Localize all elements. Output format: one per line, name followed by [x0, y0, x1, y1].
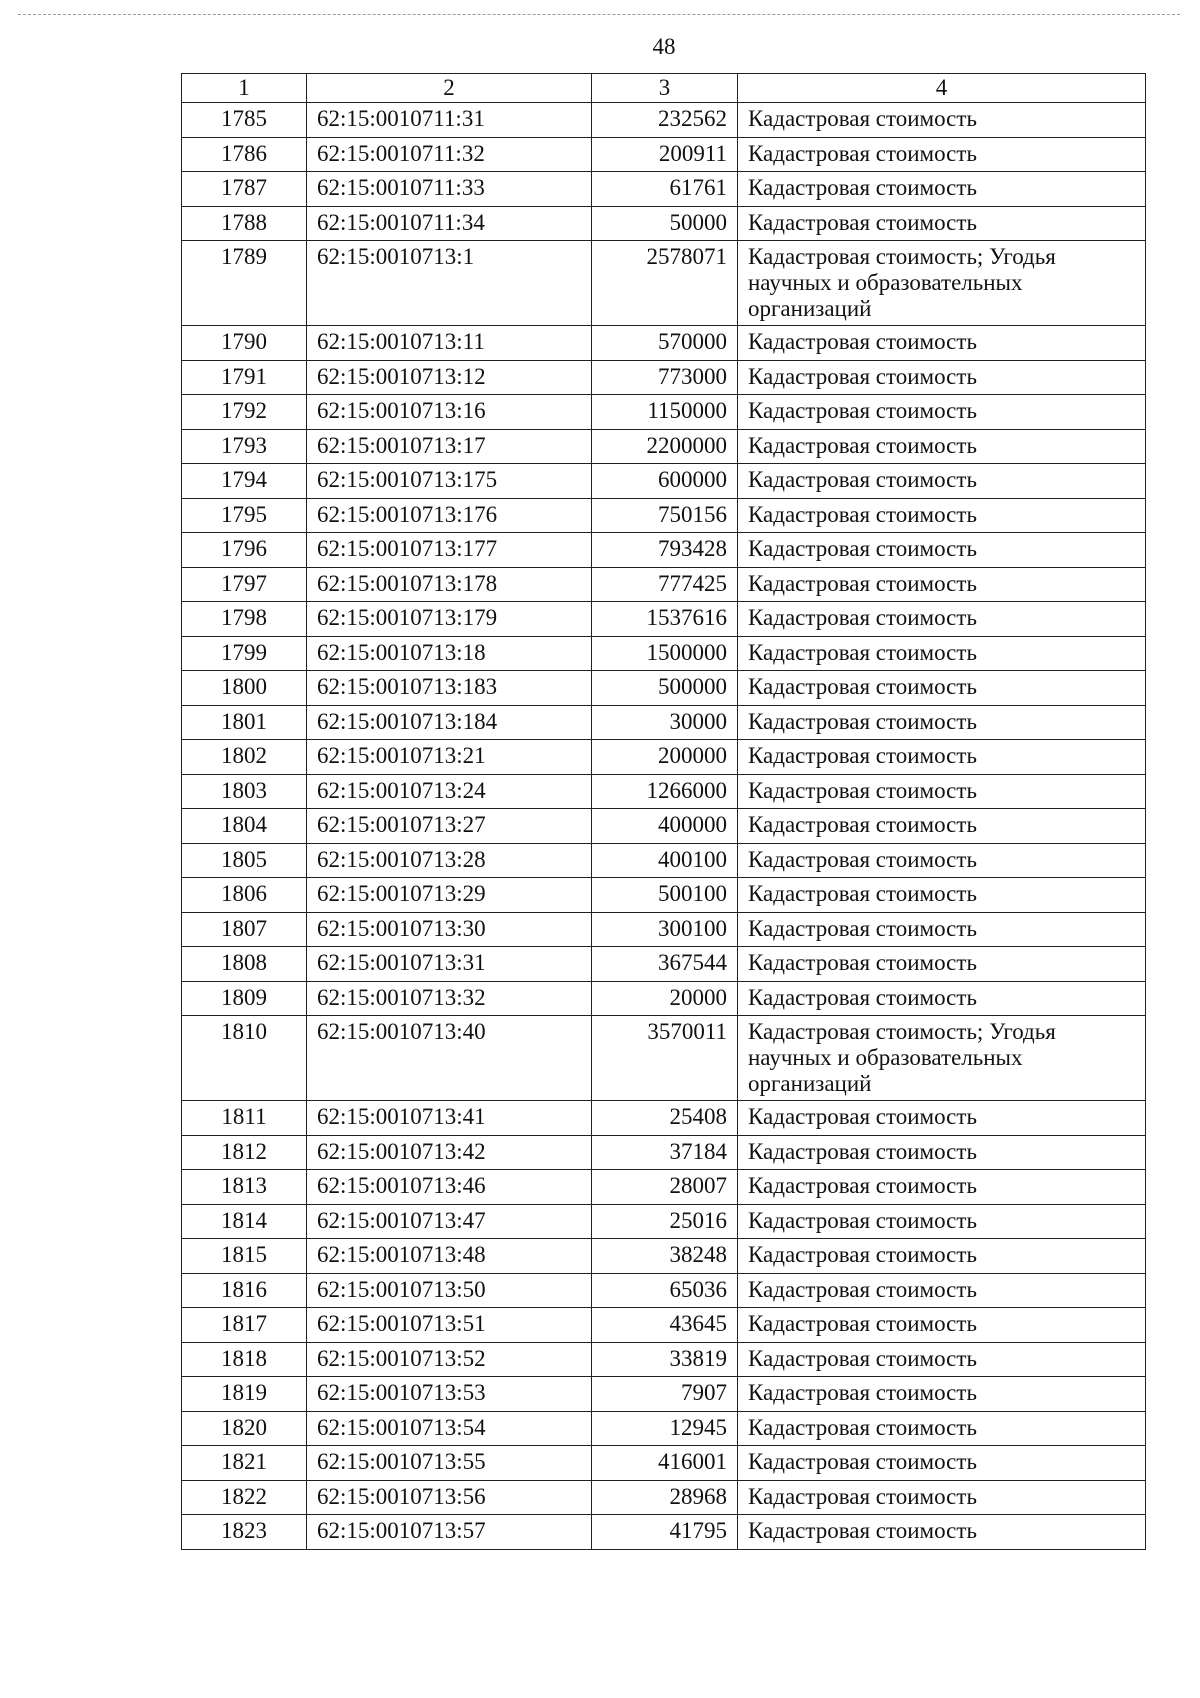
- value-cell: 43645: [592, 1308, 738, 1343]
- value-cell: 28968: [592, 1480, 738, 1515]
- row-number-cell: 1798: [182, 602, 307, 637]
- row-number-cell: 1793: [182, 429, 307, 464]
- cadastral-number-cell: 62:15:0010713:16: [307, 395, 592, 430]
- value-cell: 570000: [592, 326, 738, 361]
- cadastral-number-cell: 62:15:0010713:56: [307, 1480, 592, 1515]
- note-cell: Кадастровая стоимость: [738, 464, 1146, 499]
- cadastral-number-cell: 62:15:0010713:179: [307, 602, 592, 637]
- note-cell: Кадастровая стоимость: [738, 740, 1146, 775]
- table-row: [182, 1480, 1146, 1515]
- row-number-cell: 1812: [182, 1135, 307, 1170]
- note-cell: Кадастровая стоимость: [738, 1515, 1146, 1550]
- note-cell: Кадастровая стоимость: [738, 137, 1146, 172]
- row-number-cell: 1795: [182, 498, 307, 533]
- note-cell: Кадастровая стоимость: [738, 671, 1146, 706]
- table-row: [182, 774, 1146, 809]
- cadastral-number-cell: 62:15:0010713:175: [307, 464, 592, 499]
- note-cell: Кадастровая стоимость: [738, 567, 1146, 602]
- table-row: [182, 636, 1146, 671]
- note-cell: Кадастровая стоимость: [738, 843, 1146, 878]
- cadastral-number-cell: 62:15:0010713:11: [307, 326, 592, 361]
- row-number-cell: 1817: [182, 1308, 307, 1343]
- table-row: [182, 429, 1146, 464]
- value-cell: 200000: [592, 740, 738, 775]
- table-row: [182, 137, 1146, 172]
- table-row: [182, 326, 1146, 361]
- note-cell: Кадастровая стоимость: [738, 533, 1146, 568]
- note-cell: Кадастровая стоимость: [738, 636, 1146, 671]
- note-cell: Кадастровая стоимость: [738, 947, 1146, 982]
- column-header: 3: [592, 74, 738, 103]
- value-cell: 33819: [592, 1342, 738, 1377]
- note-cell: Кадастровая стоимость: [738, 878, 1146, 913]
- value-cell: 41795: [592, 1515, 738, 1550]
- note-cell: Кадастровая стоимость: [738, 1204, 1146, 1239]
- table-row: [182, 1101, 1146, 1136]
- cadastral-number-cell: 62:15:0010711:33: [307, 172, 592, 207]
- row-number-cell: 1807: [182, 912, 307, 947]
- table-row: [182, 878, 1146, 913]
- value-cell: 30000: [592, 705, 738, 740]
- row-number-cell: 1787: [182, 172, 307, 207]
- row-number-cell: 1805: [182, 843, 307, 878]
- note-cell: Кадастровая стоимость: [738, 498, 1146, 533]
- cadastral-number-cell: 62:15:0010713:40: [307, 1016, 592, 1101]
- cadastral-number-cell: 62:15:0010713:184: [307, 705, 592, 740]
- cadastral-number-cell: 62:15:0010713:50: [307, 1273, 592, 1308]
- note-cell: Кадастровая стоимость: [738, 1239, 1146, 1274]
- note-cell: Кадастровая стоимость; Угодья научных и образовательных организаций: [738, 1016, 1146, 1101]
- table-row: [182, 1411, 1146, 1446]
- row-number-cell: 1799: [182, 636, 307, 671]
- value-cell: 773000: [592, 360, 738, 395]
- table-row: [182, 1016, 1146, 1101]
- note-cell: Кадастровая стоимость: [738, 1342, 1146, 1377]
- value-cell: 1500000: [592, 636, 738, 671]
- table-row: [182, 1377, 1146, 1412]
- note-cell: Кадастровая стоимость: [738, 705, 1146, 740]
- table-row: [182, 1170, 1146, 1205]
- table-row: [182, 1204, 1146, 1239]
- note-cell: Кадастровая стоимость: [738, 206, 1146, 241]
- row-number-cell: 1820: [182, 1411, 307, 1446]
- row-number-cell: 1806: [182, 878, 307, 913]
- value-cell: 750156: [592, 498, 738, 533]
- table-row: [182, 103, 1146, 138]
- value-cell: 28007: [592, 1170, 738, 1205]
- cadastral-number-cell: 62:15:0010713:176: [307, 498, 592, 533]
- value-cell: 600000: [592, 464, 738, 499]
- row-number-cell: 1822: [182, 1480, 307, 1515]
- cadastral-number-cell: 62:15:0010713:178: [307, 567, 592, 602]
- page-number: 48: [652, 34, 676, 59]
- table-row: [182, 947, 1146, 982]
- value-cell: 500100: [592, 878, 738, 913]
- value-cell: 2578071: [592, 241, 738, 326]
- cadastral-number-cell: 62:15:0010711:32: [307, 137, 592, 172]
- row-number-cell: 1809: [182, 981, 307, 1016]
- row-number-cell: 1810: [182, 1016, 307, 1101]
- row-number-cell: 1823: [182, 1515, 307, 1550]
- value-cell: 793428: [592, 533, 738, 568]
- table-header-row: [182, 74, 1146, 103]
- value-cell: 777425: [592, 567, 738, 602]
- cadastral-number-cell: 62:15:0010713:31: [307, 947, 592, 982]
- cadastral-number-cell: 62:15:0010713:18: [307, 636, 592, 671]
- table-row: [182, 671, 1146, 706]
- note-cell: Кадастровая стоимость: [738, 429, 1146, 464]
- cadastral-number-cell: 62:15:0010713:46: [307, 1170, 592, 1205]
- note-cell: Кадастровая стоимость: [738, 326, 1146, 361]
- note-cell: Кадастровая стоимость: [738, 774, 1146, 809]
- table-row: [182, 395, 1146, 430]
- value-cell: 25408: [592, 1101, 738, 1136]
- note-cell: Кадастровая стоимость: [738, 1308, 1146, 1343]
- table-row: [182, 360, 1146, 395]
- cadastral-number-cell: 62:15:0010713:54: [307, 1411, 592, 1446]
- value-cell: 37184: [592, 1135, 738, 1170]
- cadastral-number-cell: 62:15:0010713:52: [307, 1342, 592, 1377]
- scan-edge-line: [18, 14, 1180, 15]
- note-cell: Кадастровая стоимость: [738, 103, 1146, 138]
- value-cell: 3570011: [592, 1016, 738, 1101]
- cadastral-number-cell: 62:15:0010713:183: [307, 671, 592, 706]
- table-row: [182, 1515, 1146, 1550]
- row-number-cell: 1789: [182, 241, 307, 326]
- note-cell: Кадастровая стоимость: [738, 395, 1146, 430]
- table-row: [182, 1135, 1146, 1170]
- value-cell: 1266000: [592, 774, 738, 809]
- cadastral-number-cell: 62:15:0010713:24: [307, 774, 592, 809]
- table-row: [182, 1273, 1146, 1308]
- row-number-cell: 1790: [182, 326, 307, 361]
- row-number-cell: 1786: [182, 137, 307, 172]
- row-number-cell: 1815: [182, 1239, 307, 1274]
- row-number-cell: 1802: [182, 740, 307, 775]
- note-cell: Кадастровая стоимость: [738, 1273, 1146, 1308]
- row-number-cell: 1803: [182, 774, 307, 809]
- table-row: [182, 809, 1146, 844]
- table-row: [182, 533, 1146, 568]
- cadastral-number-cell: 62:15:0010713:1: [307, 241, 592, 326]
- note-cell: Кадастровая стоимость: [738, 1480, 1146, 1515]
- value-cell: 50000: [592, 206, 738, 241]
- column-header: 1: [182, 74, 307, 103]
- cadastral-number-cell: 62:15:0010711:34: [307, 206, 592, 241]
- table-row: [182, 498, 1146, 533]
- table-body: [182, 103, 1146, 1550]
- table-row: [182, 464, 1146, 499]
- table-row: [182, 705, 1146, 740]
- cadastral-number-cell: 62:15:0010713:27: [307, 809, 592, 844]
- cadastral-number-cell: 62:15:0010713:42: [307, 1135, 592, 1170]
- value-cell: 400100: [592, 843, 738, 878]
- value-cell: 232562: [592, 103, 738, 138]
- note-cell: Кадастровая стоимость; Угодья научных и образовательных организаций: [738, 241, 1146, 326]
- value-cell: 200911: [592, 137, 738, 172]
- note-cell: Кадастровая стоимость: [738, 1411, 1146, 1446]
- cadastral-number-cell: 62:15:0010713:17: [307, 429, 592, 464]
- cadastral-number-cell: 62:15:0010711:31: [307, 103, 592, 138]
- table-row: [182, 567, 1146, 602]
- note-cell: Кадастровая стоимость: [738, 172, 1146, 207]
- column-header: 4: [738, 74, 1146, 103]
- table-row: [182, 206, 1146, 241]
- column-header: 2: [307, 74, 592, 103]
- table-row: [182, 172, 1146, 207]
- table-row: [182, 912, 1146, 947]
- row-number-cell: 1800: [182, 671, 307, 706]
- table-row: [182, 602, 1146, 637]
- value-cell: 12945: [592, 1411, 738, 1446]
- row-number-cell: 1816: [182, 1273, 307, 1308]
- note-cell: Кадастровая стоимость: [738, 912, 1146, 947]
- note-cell: Кадастровая стоимость: [738, 1377, 1146, 1412]
- value-cell: 65036: [592, 1273, 738, 1308]
- note-cell: Кадастровая стоимость: [738, 360, 1146, 395]
- value-cell: 7907: [592, 1377, 738, 1412]
- cadastral-number-cell: 62:15:0010713:12: [307, 360, 592, 395]
- cadastral-number-cell: 62:15:0010713:41: [307, 1101, 592, 1136]
- row-number-cell: 1804: [182, 809, 307, 844]
- cadastral-number-cell: 62:15:0010713:53: [307, 1377, 592, 1412]
- row-number-cell: 1794: [182, 464, 307, 499]
- cadastral-number-cell: 62:15:0010713:48: [307, 1239, 592, 1274]
- table-row: [182, 981, 1146, 1016]
- cadastral-number-cell: 62:15:0010713:30: [307, 912, 592, 947]
- value-cell: 1537616: [592, 602, 738, 637]
- value-cell: 20000: [592, 981, 738, 1016]
- cadastral-number-cell: 62:15:0010713:51: [307, 1308, 592, 1343]
- value-cell: 25016: [592, 1204, 738, 1239]
- value-cell: 400000: [592, 809, 738, 844]
- cadastral-number-cell: 62:15:0010713:28: [307, 843, 592, 878]
- row-number-cell: 1819: [182, 1377, 307, 1412]
- note-cell: Кадастровая стоимость: [738, 1446, 1146, 1481]
- note-cell: Кадастровая стоимость: [738, 1135, 1146, 1170]
- registry-table: [181, 73, 1146, 1550]
- row-number-cell: 1788: [182, 206, 307, 241]
- value-cell: 2200000: [592, 429, 738, 464]
- note-cell: Кадастровая стоимость: [738, 1170, 1146, 1205]
- row-number-cell: 1801: [182, 705, 307, 740]
- note-cell: Кадастровая стоимость: [738, 1101, 1146, 1136]
- cadastral-number-cell: 62:15:0010713:57: [307, 1515, 592, 1550]
- table-row: [182, 843, 1146, 878]
- cadastral-number-cell: 62:15:0010713:32: [307, 981, 592, 1016]
- row-number-cell: 1811: [182, 1101, 307, 1136]
- row-number-cell: 1813: [182, 1170, 307, 1205]
- table-row: [182, 241, 1146, 326]
- cadastral-number-cell: 62:15:0010713:29: [307, 878, 592, 913]
- value-cell: 300100: [592, 912, 738, 947]
- cadastral-number-cell: 62:15:0010713:47: [307, 1204, 592, 1239]
- table-row: [182, 1342, 1146, 1377]
- cadastral-number-cell: 62:15:0010713:21: [307, 740, 592, 775]
- cadastral-number-cell: 62:15:0010713:177: [307, 533, 592, 568]
- row-number-cell: 1821: [182, 1446, 307, 1481]
- row-number-cell: 1792: [182, 395, 307, 430]
- value-cell: 38248: [592, 1239, 738, 1274]
- note-cell: Кадастровая стоимость: [738, 809, 1146, 844]
- row-number-cell: 1791: [182, 360, 307, 395]
- cadastral-number-cell: 62:15:0010713:55: [307, 1446, 592, 1481]
- table-row: [182, 1239, 1146, 1274]
- row-number-cell: 1814: [182, 1204, 307, 1239]
- value-cell: 1150000: [592, 395, 738, 430]
- value-cell: 367544: [592, 947, 738, 982]
- row-number-cell: 1797: [182, 567, 307, 602]
- row-number-cell: 1818: [182, 1342, 307, 1377]
- value-cell: 500000: [592, 671, 738, 706]
- row-number-cell: 1808: [182, 947, 307, 982]
- row-number-cell: 1785: [182, 103, 307, 138]
- row-number-cell: 1796: [182, 533, 307, 568]
- note-cell: Кадастровая стоимость: [738, 981, 1146, 1016]
- value-cell: 416001: [592, 1446, 738, 1481]
- note-cell: Кадастровая стоимость: [738, 602, 1146, 637]
- value-cell: 61761: [592, 172, 738, 207]
- table-row: [182, 1308, 1146, 1343]
- table-row: [182, 740, 1146, 775]
- table-row: [182, 1446, 1146, 1481]
